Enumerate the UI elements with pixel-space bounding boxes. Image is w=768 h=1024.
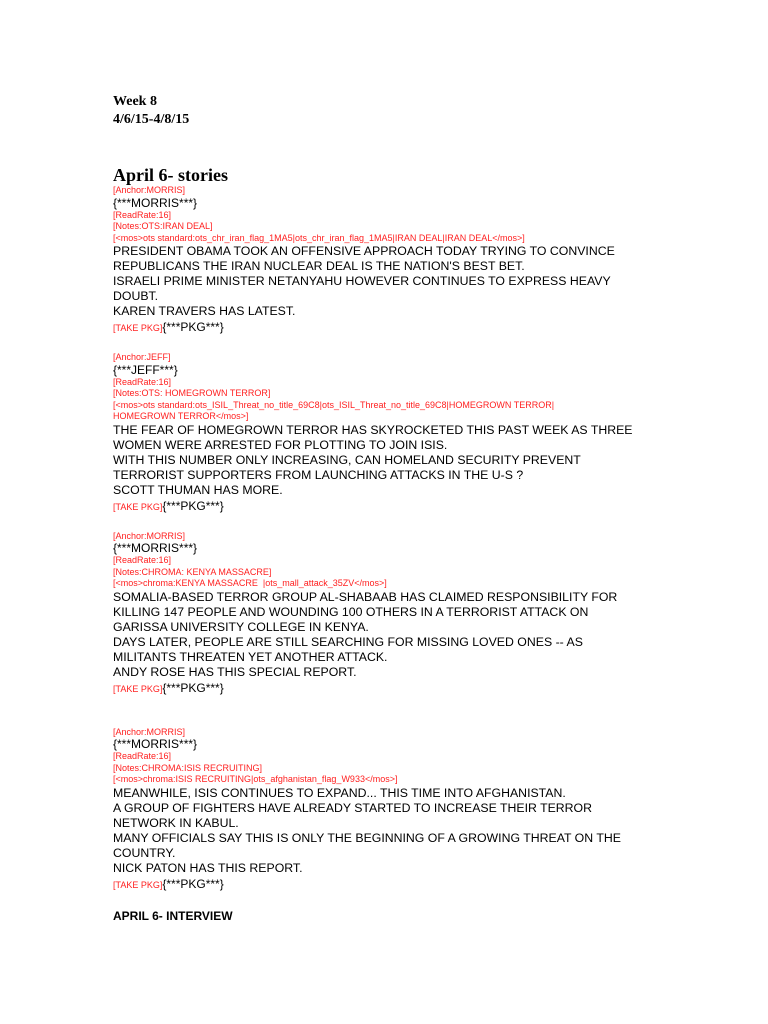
readrate-direction: [ReadRate:16] xyxy=(113,751,172,761)
anchor-marker: {***MORRIS***} xyxy=(113,737,198,751)
script-line: ANDY ROSE HAS THIS SPECIAL REPORT. xyxy=(113,664,357,679)
script-line: GARISSA UNIVERSITY COLLEGE IN KENYA. xyxy=(113,619,369,634)
story-block xyxy=(113,531,653,697)
anchor-marker: {***MORRIS***} xyxy=(113,541,198,555)
script-line: WOMEN WERE ARRESTED FOR PLOTTING TO JOIN ISIS. xyxy=(113,437,448,452)
pkg-marker: {***PKG***} xyxy=(162,876,224,891)
take-pkg-direction: [TAKE PKG] xyxy=(113,683,163,694)
take-pkg-line xyxy=(113,680,653,697)
interview-heading: APRIL 6- INTERVIEW xyxy=(113,908,233,923)
anchor-direction: [Anchor:MORRIS] xyxy=(113,530,186,541)
script-line: REPUBLICANS THE IRAN NUCLEAR DEAL IS THE NATION'S BEST BET. xyxy=(113,259,525,273)
anchor-marker: {***JEFF***} xyxy=(113,362,178,377)
take-pkg-line xyxy=(113,876,653,893)
notes-direction: [Notes:CHROMA:ISIS RECRUITING] xyxy=(113,762,263,773)
mos-direction: [<mos>ots standard:ots_chr_iran_flag_1MA5|ots_chr_iran_flag_1MA5|IRAN DEAL|IRAN DEAL</mos>] xyxy=(113,232,525,243)
pkg-marker: {***PKG***} xyxy=(162,680,224,695)
script-line: MILITANTS THREATEN YET ANOTHER ATTACK. xyxy=(113,649,388,664)
script-line: KAREN TRAVERS HAS LATEST. xyxy=(113,304,296,318)
take-pkg-direction: [TAKE PKG] xyxy=(113,501,163,512)
script-line: NETWORK IN KABUL. xyxy=(113,815,239,830)
pkg-marker: {***PKG***} xyxy=(162,320,224,334)
section-title: April 6- stories xyxy=(113,165,228,185)
script-line: A GROUP OF FIGHTERS HAVE ALREADY STARTED TO INCREASE THEIR TERROR xyxy=(113,800,593,815)
readrate-direction: [ReadRate:16] xyxy=(113,209,172,220)
script-line: COUNTRY. xyxy=(113,845,176,860)
notes-direction: [Notes:OTS: HOMEGROWN TERROR] xyxy=(113,388,271,398)
readrate-direction: [ReadRate:16] xyxy=(113,376,172,387)
script-line: TERRORIST SUPPORTERS FROM LAUNCHING ATTACKS IN THE U-S ? xyxy=(113,467,524,482)
take-pkg-line xyxy=(113,319,653,336)
script-line: MEANWHILE, ISIS CONTINUES TO EXPAND... THIS TIME INTO AFGHANISTAN. xyxy=(113,785,566,800)
script-line: MANY OFFICIALS SAY THIS IS ONLY THE BEGINNING OF A GROWING THREAT ON THE xyxy=(113,830,621,845)
script-line: KILLING 147 PEOPLE AND WOUNDING 100 OTHERS IN A TERRORIST ATTACK ON xyxy=(113,604,589,619)
notes-direction: [Notes:CHROMA: KENYA MASSACRE] xyxy=(113,566,272,577)
script-line: DOUBT. xyxy=(113,289,159,303)
story-list xyxy=(113,185,653,893)
mos-direction: [<mos>chroma:KENYA MASSACRE |ots_mall_attack_35ZV</mos>] xyxy=(113,578,387,588)
date-range: 4/6/15-4/8/15 xyxy=(113,112,190,127)
script-line: SOMALIA-BASED TERROR GROUP AL-SHABAAB HAS CLAIMED RESPONSIBILITY FOR xyxy=(113,589,618,604)
take-pkg-direction: [TAKE PKG] xyxy=(113,879,163,890)
readrate-direction: [ReadRate:16] xyxy=(113,555,172,565)
week-label: Week 8 xyxy=(113,94,157,109)
script-line: THE FEAR OF HOMEGROWN TERROR HAS SKYROCKETED THIS PAST WEEK AS THREE xyxy=(113,422,633,437)
story-block xyxy=(113,185,653,336)
notes-direction: [Notes:OTS:IRAN DEAL] xyxy=(113,221,213,231)
script-line: WITH THIS NUMBER ONLY INCREASING, CAN HOMELAND SECURITY PREVENT xyxy=(113,452,581,467)
mos-direction: [<mos>chroma:ISIS RECRUITING|ots_afghanistan_flag_W933</mos>] xyxy=(113,774,398,784)
document-content xyxy=(113,93,653,923)
anchor-marker: {***MORRIS***} xyxy=(113,195,198,210)
script-line: SCOTT THUMAN HAS MORE. xyxy=(113,482,283,497)
anchor-direction: [Anchor:JEFF] xyxy=(113,352,171,362)
take-pkg-line xyxy=(113,498,653,515)
anchor-direction: [Anchor:MORRIS] xyxy=(113,185,186,195)
script-line: DAYS LATER, PEOPLE ARE STILL SEARCHING FOR MISSING LOVED ONES -- AS xyxy=(113,634,583,649)
story-block xyxy=(113,352,653,515)
script-line: NICK PATON HAS THIS REPORT. xyxy=(113,860,303,875)
story-block xyxy=(113,727,653,893)
script-line: ISRAELI PRIME MINISTER NETANYAHU HOWEVER CONTINUES TO EXPRESS HEAVY xyxy=(113,274,611,288)
anchor-direction: [Anchor:MORRIS] xyxy=(113,726,186,737)
mos-direction: [<mos>ots standard:ots_ISIL_Threat_no_title_69C8|ots_ISIL_Threat_no_title_69C8|HOMEGROWN TERROR| HOMEGROWN TERROR</mos>] xyxy=(113,399,555,421)
take-pkg-direction: [TAKE PKG] xyxy=(113,323,163,333)
pkg-marker: {***PKG***} xyxy=(162,498,224,513)
script-line: PRESIDENT OBAMA TOOK AN OFFENSIVE APPROACH TODAY TRYING TO CONVINCE xyxy=(113,244,615,258)
